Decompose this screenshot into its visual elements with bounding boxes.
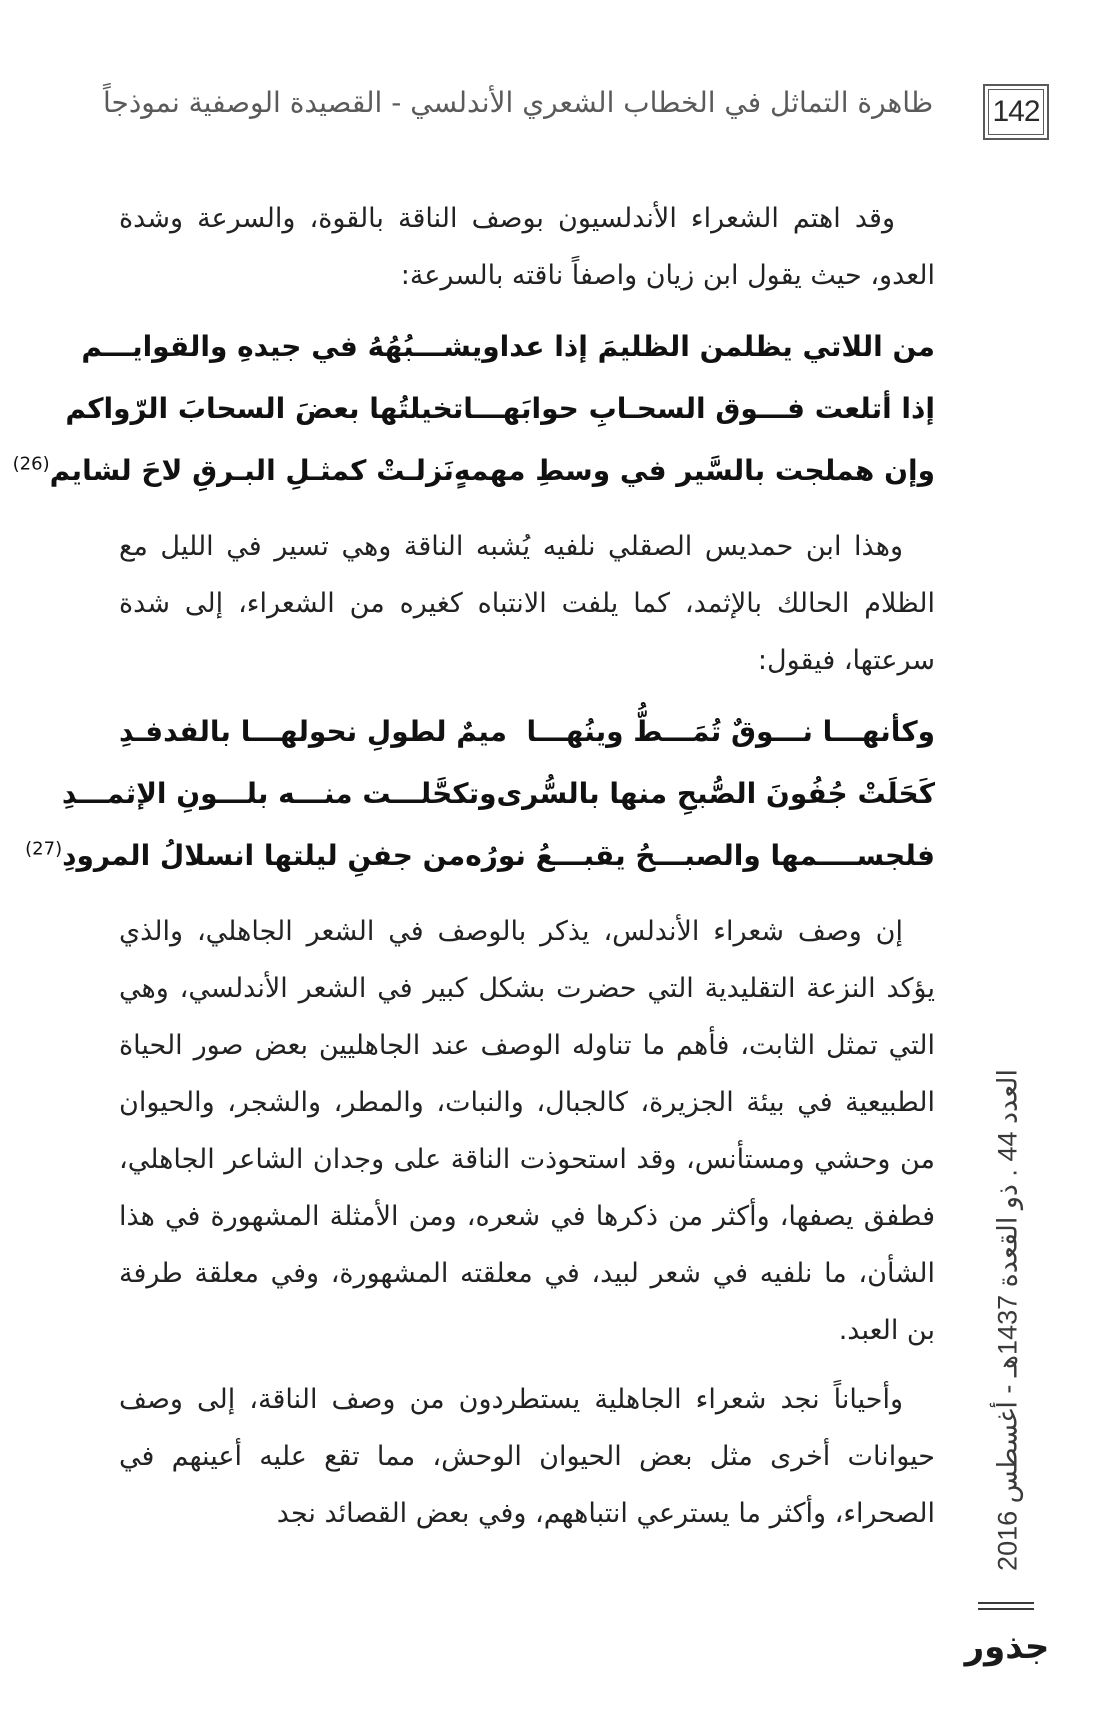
verse-5 <box>61 763 935 825</box>
verse-6 <box>25 825 935 887</box>
magazine-logo: جذور <box>964 1627 1050 1667</box>
article-body <box>12 190 935 1554</box>
verse-3-first-hemistich: وإن هملجت بالسَّير في وسطِ مهمهٍ <box>453 454 935 487</box>
paragraph-2: وهذا ابن حمديس الصقلي نلفيه يُشبه الناقة وهي تسير في الليل مع الظلام الحالك بالإثمد، كما يلفت الانتباه كغيره من الشعراء، إلى شدة سرعتها، فيقول: <box>119 531 935 676</box>
poem-ibn-zayyan <box>12 316 935 502</box>
verse-4-first-hemistich: وكأنهـــا نـــوقٌ تُمَـــطُّ وينُهـــا <box>526 715 935 748</box>
verse-2 <box>65 378 935 440</box>
verse-5-second-hemistich: وتكحَّلـــت منـــه بلـــونِ الإثمـــدِ <box>61 777 497 810</box>
verse-1 <box>81 316 935 378</box>
paragraph-3: إن وصف شعراء الأندلس، يذكر بالوصف في الشعر الجاهلي، والذي يؤكد النزعة التقليدية التي حضرت بشكل كبير في الشعر الأندلسي، وهي التي تمثل الثابت، فأهم ما تناوله الوصف عند الجاهليين بعض صور الحياة الطبيعية في بيئة الجزيرة، كالجبال، والنبات، والمطر، والشجر، والحيوان من وحشي ومستأنس، وقد استحوذت الناقة على وجدان الشاعر الجاهلي، فطفق يصفها، وأكثر من ذكرها في شعره، ومن الأمثلة المشهورة في هذا الشأن، ما نلفيه في شعر لبيد، في معلقته المشهورة، وفي معلقة طرفة بن العبد. <box>119 916 935 1346</box>
verse-6-second-hemistich-text: من جفنِ ليلتها انسلالُ المرودِ <box>62 839 466 872</box>
running-title <box>103 86 943 119</box>
poem-ibn-hamdis <box>25 701 935 887</box>
verse-1-second-hemistich: ويشـــبُهُهُ في جيدهِ والقوايـــم <box>81 330 500 363</box>
verse-3-second-hemistich-text: نَزلـتْ كمثـلِ البـرقِ لاحَ لشايم <box>49 454 454 487</box>
paragraph-4: وأحياناً نجد شعراء الجاهلية يستطردون من وصف الناقة، إلى وصف حيوانات أخرى مثل بعض الحيوان الوحش، مما تقع عليه أعينهم في الصحراء، وأكثر ما يسترعي انتباههم، وفي بعض القصائد نجد <box>119 1384 935 1529</box>
verse-2-first-hemistich: إذا أتلعت فـــوق السحـابِ حوابَهـــا <box>463 392 935 425</box>
verse-5-first-hemistich: كَحَلَتْ جُفُونَ الصُّبحِ منها بالسُّرى <box>496 777 935 810</box>
issue-date-text: العدد 44 . ذو القعدة 1437هـ - أغسطس 2016 <box>992 1069 1023 1571</box>
verse-2-second-hemistich: تخيلتُها بعضَ السحابَ الرّواكم <box>65 392 464 425</box>
verse-4 <box>119 701 935 763</box>
paragraph-1: وقد اهتم الشعراء الأندلسيون بوصف الناقة بالقوة، والسرعة وشدة العدو، حيث يقول ابن زيان واصفاً ناقته بالسرعة: <box>119 203 935 291</box>
running-title-text: ظاهرة التماثل في الخطاب الشعري الأندلسي - القصيدة الوصفية نموذجاً <box>103 86 934 119</box>
verse-3 <box>12 440 935 502</box>
footnote-marker-26: (26) <box>12 453 50 475</box>
page-number: 142 <box>988 89 1044 135</box>
logo-rule-bottom <box>978 1608 1034 1610</box>
verse-6-first-hemistich: فلجســــمها والصبـــحُ يقبـــعُ نورُه <box>465 839 935 872</box>
verse-6-second-hemistich <box>25 825 465 887</box>
verse-3-second-hemistich <box>13 440 454 502</box>
footnote-marker-27: (27) <box>25 838 63 860</box>
verse-1-first-hemistich: من اللاتي يظلمن الظليمَ إذا عدا <box>499 330 935 363</box>
page-number-box <box>983 84 1049 140</box>
logo-rule-top <box>978 1602 1034 1604</box>
verse-4-second-hemistich: ميمٌ لطولِ نحولهـــا بالفدفـدِ <box>119 715 508 748</box>
